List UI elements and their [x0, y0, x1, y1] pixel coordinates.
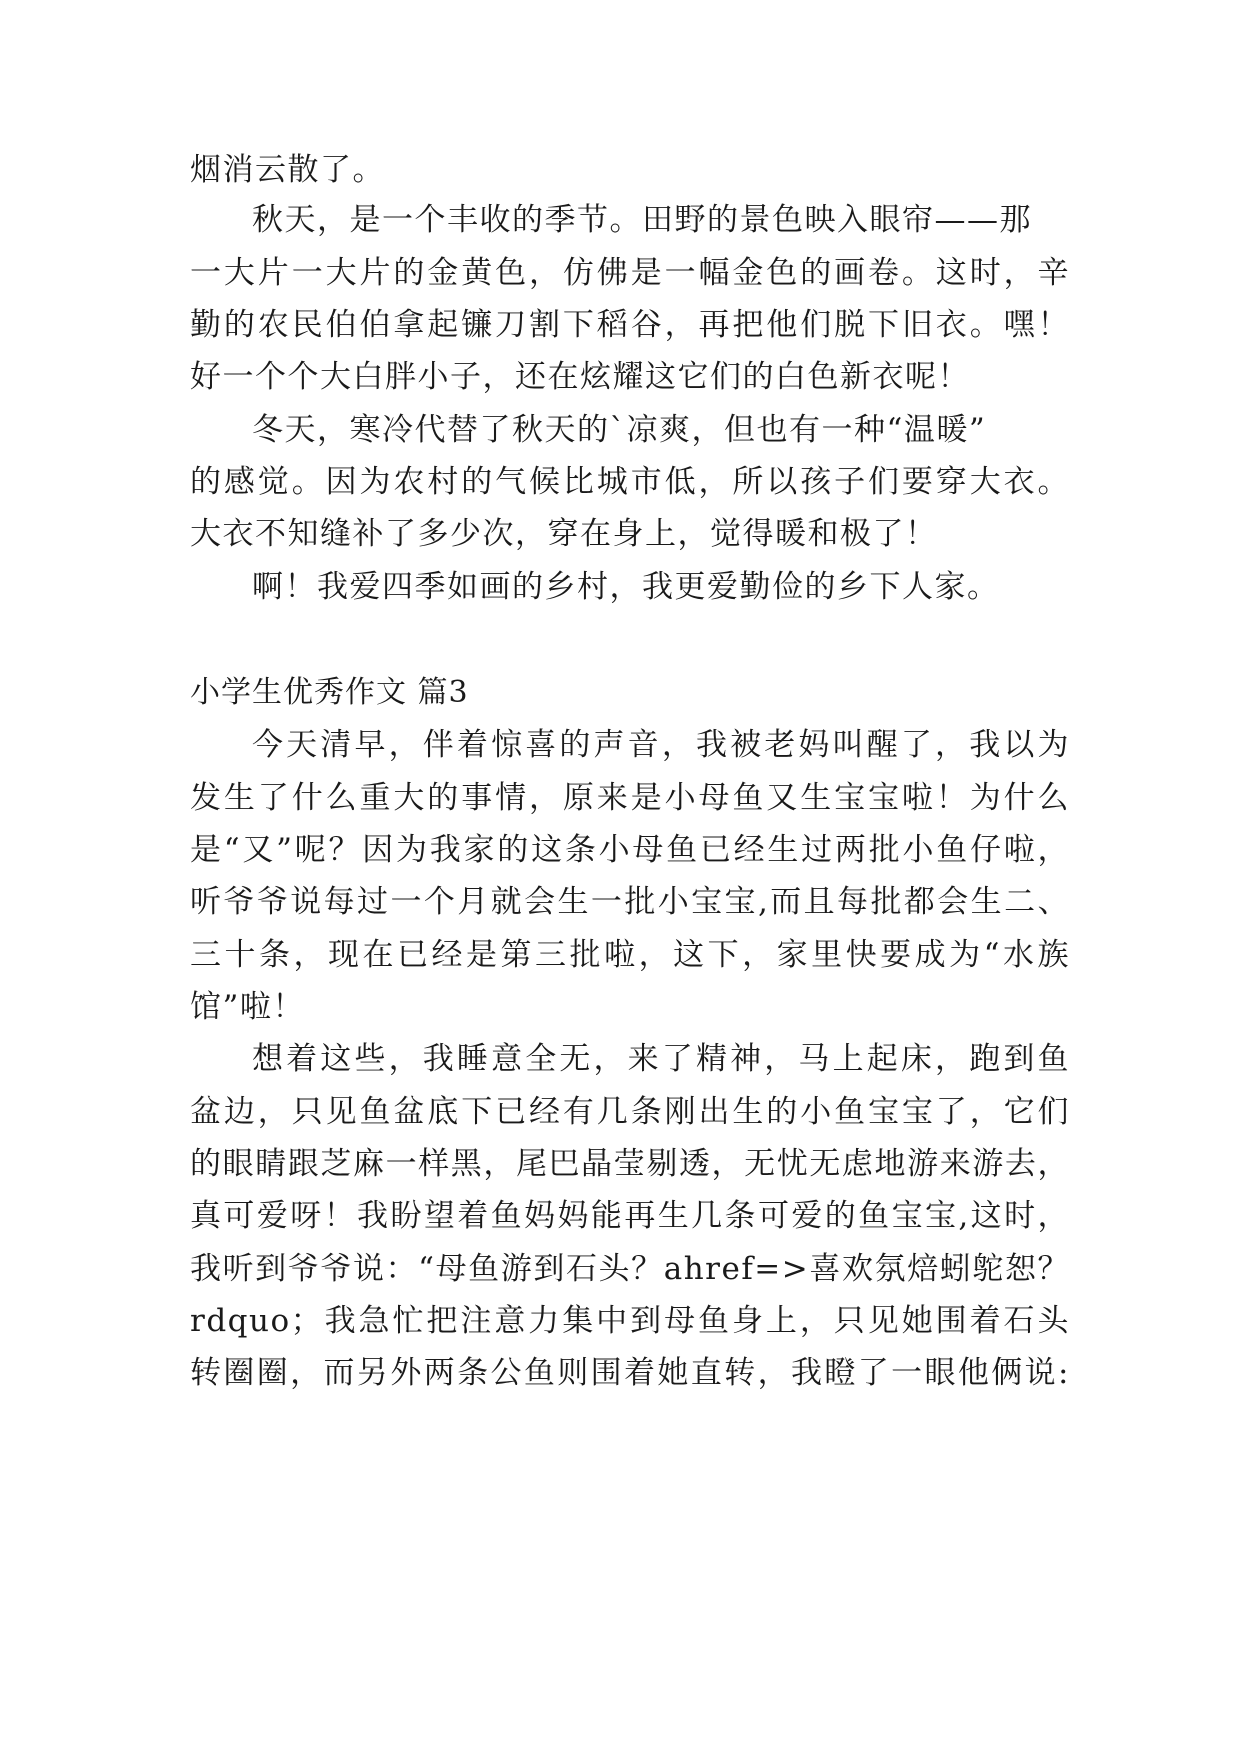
text-line: 真可爱呀！我盼望着鱼妈妈能再生几条可爱的鱼宝宝,这时，	[190, 1198, 1070, 1234]
text-line: 一大片一大片的金黄色，仿佛是一幅金色的画卷。这时，辛	[190, 255, 1070, 291]
text-line: 的感觉。因为农村的气候比城市低，所以孩子们要穿大衣。	[190, 464, 1070, 500]
text-line: 大衣不知缝补了多少次，穿在身上，觉得暖和极了！	[190, 516, 938, 552]
text-line: 今天清早，伴着惊喜的声音，我被老妈叫醒了，我以为	[252, 727, 1070, 763]
text-line: 勤的农民伯伯拿起镰刀割下稻谷，再把他们脱下旧衣。嘿！	[190, 307, 1070, 343]
text-line: 发生了什么重大的事情，原来是小母鱼又生宝宝啦！为什么	[190, 780, 1070, 816]
text-line: 盆边，只见鱼盆底下已经有几条刚出生的小鱼宝宝了，它们	[190, 1094, 1070, 1130]
section-heading: 小学生优秀作文 篇3	[190, 675, 469, 710]
text-line: 听爷爷说每过一个月就会生一批小宝宝,而且每批都会生二、	[190, 884, 1070, 920]
text-line: rdquo；我急忙把注意力集中到母鱼身上，只见她围着石头	[190, 1303, 1070, 1339]
text-line: 烟消云散了。	[190, 152, 385, 188]
text-line: 转圈圈，而另外两条公鱼则围着她直转，我瞪了一眼他俩说:	[190, 1355, 1070, 1391]
text-line: 我听到爷爷说：“母鱼游到石头？ahref=>喜欢氛焙蚓鸵恕？	[190, 1251, 1070, 1287]
text-line: 是“又”呢？因为我家的这条小母鱼已经生过两批小鱼仔啦，	[190, 832, 1070, 868]
text-line: 冬天，寒冷代替了秋天的`凉爽，但也有一种“温暖”	[252, 412, 987, 448]
text-line: 啊！我爱四季如画的乡村，我更爱勤俭的乡下人家。	[252, 569, 1000, 605]
text-line: 三十条，现在已经是第三批啦，这下，家里快要成为“水族	[190, 937, 1070, 973]
text-line: 想着这些，我睡意全无，来了精神，马上起床，跑到鱼	[252, 1041, 1070, 1077]
text-line: 秋天，是一个丰收的季节。田野的景色映入眼帘——那	[252, 202, 1032, 238]
text-line: 馆”啦！	[190, 989, 305, 1025]
text-line: 好一个个大白胖小子，还在炫耀这它们的白色新衣呢！	[190, 359, 970, 395]
text-line: 的眼睛跟芝麻一样黑，尾巴晶莹剔透，无忧无虑地游来游去，	[190, 1146, 1070, 1182]
